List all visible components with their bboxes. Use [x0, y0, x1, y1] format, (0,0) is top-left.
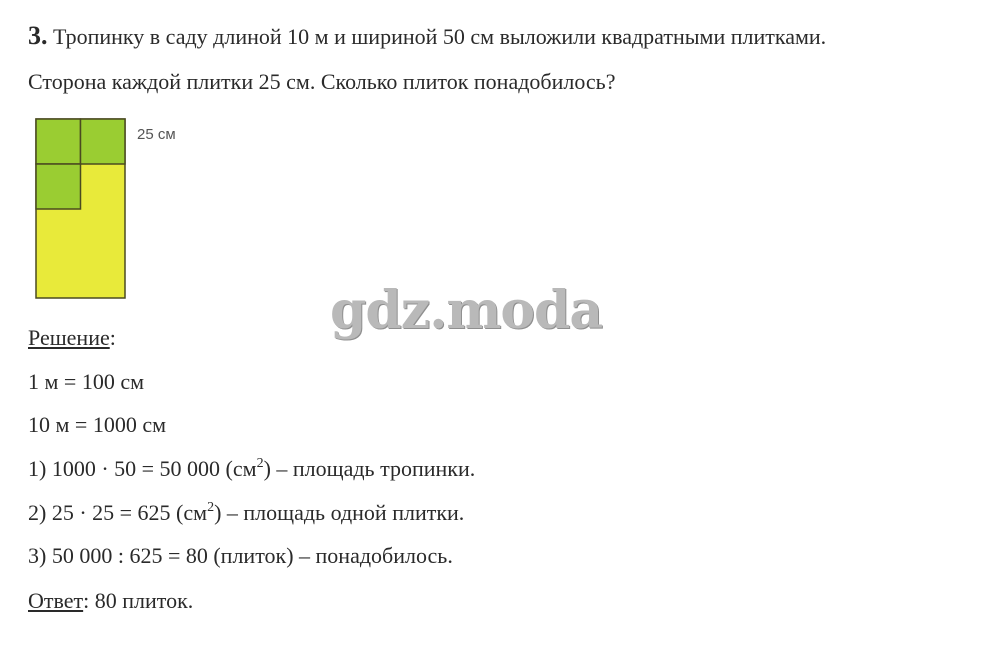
solution-step-2	[28, 499, 464, 527]
answer-line	[28, 587, 193, 615]
solution-step-1	[28, 455, 475, 483]
problem-number: 3.	[28, 21, 48, 50]
step-2-main: 2) 25 · 25 = 625 (см	[28, 500, 208, 525]
tile-second-row	[36, 164, 81, 209]
answer-label: Ответ	[28, 588, 84, 613]
problem-line-1	[28, 22, 826, 51]
step-2-exponent: 2	[207, 500, 215, 515]
watermark: gdz.moda	[330, 280, 603, 341]
step-1-main: 1) 1000 · 50 = 50 000 (см	[28, 456, 257, 481]
problem-text-1: Тропинку в саду длиной 10 м и шириной 50 см выложили квадратными плитками.	[53, 24, 827, 49]
problem-text-2: Сторона каждой плитки 25 см. Сколько плиток понадобилось?	[28, 69, 616, 94]
tile-size-label: 25 см	[137, 126, 176, 143]
conversion-line-1: 1 м = 100 см	[28, 369, 145, 394]
step-1-tail: ) – площадь тропинки.	[263, 456, 476, 481]
tile-top-left	[36, 119, 81, 164]
solution-step-3: 3) 50 000 : 625 = 80 (плиток) – понадобилось.	[28, 543, 453, 568]
conversion-line-2: 10 м = 1000 см	[28, 412, 167, 437]
solution-heading-line	[28, 324, 116, 352]
step-1-exponent: 2	[256, 456, 264, 471]
step-2-tail: ) – площадь одной плитки.	[214, 500, 465, 525]
solution-heading: Решение	[28, 325, 110, 350]
solution-heading-colon: :	[109, 325, 116, 350]
tile-top-right	[81, 119, 126, 164]
answer-value: : 80 плиток.	[83, 588, 194, 613]
path-diagram	[35, 118, 127, 300]
